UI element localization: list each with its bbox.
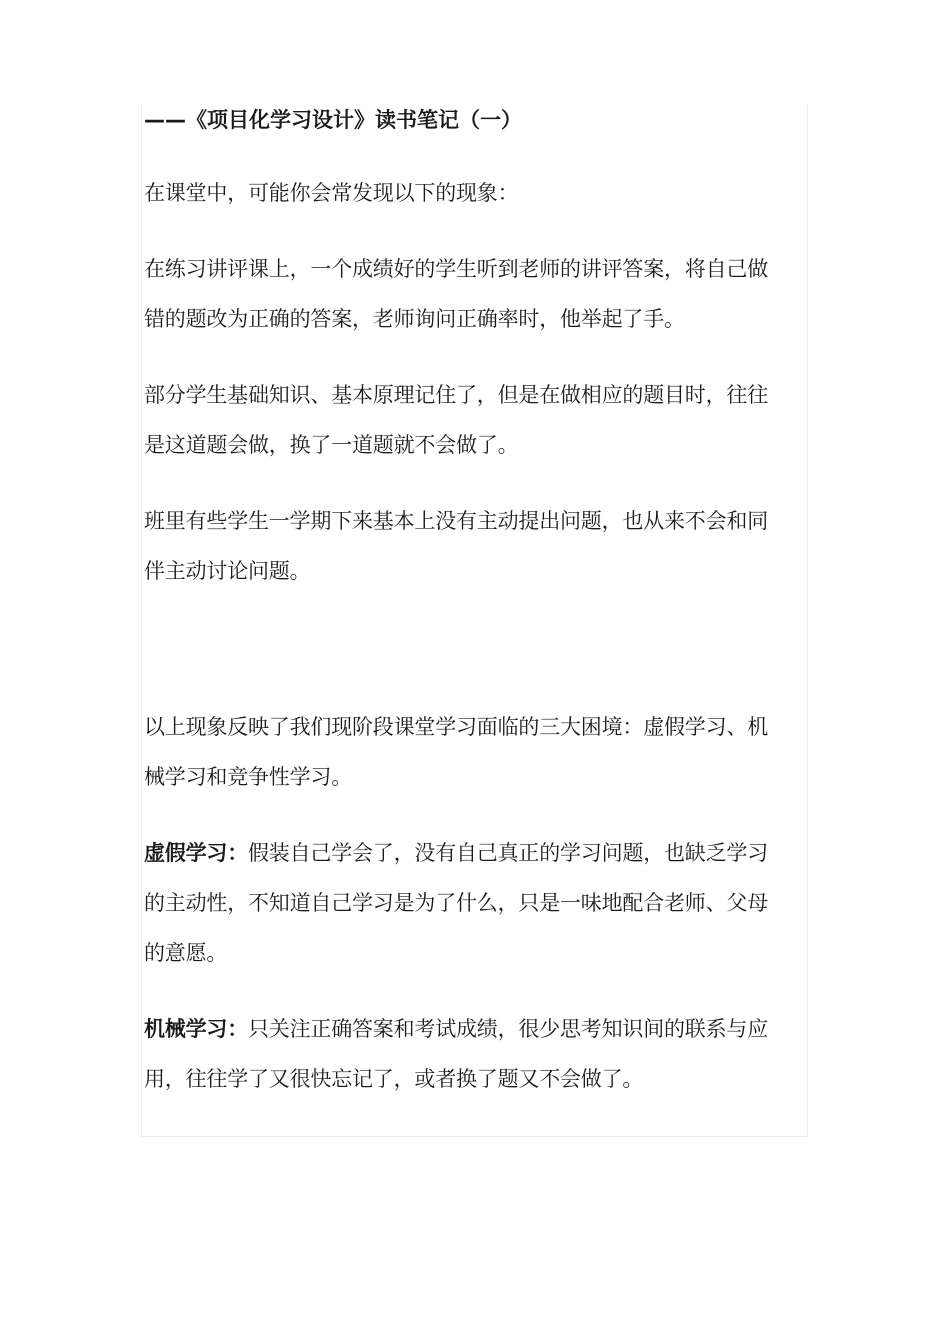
paragraph-line: 械学习和竞争性学习。 <box>144 765 352 789</box>
spacer <box>144 470 844 496</box>
phenomenon-paragraph-3 <box>144 496 844 596</box>
phenomenon-paragraph-1 <box>144 244 844 344</box>
paragraph-line: 部分学生基础知识、基本原理记住了，但是在做相应的题目时，往往 <box>144 383 768 407</box>
false-learning-paragraph <box>144 828 844 978</box>
mechanical-learning-text: 只关注正确答案和考试成绩，很少思考知识间的联系与应 <box>248 1017 768 1041</box>
spacer <box>144 344 844 370</box>
mechanical-learning-paragraph <box>144 1004 844 1104</box>
paragraph-line: 的意愿。 <box>144 941 228 965</box>
false-learning-term: 虚假学习： <box>144 841 248 865</box>
paragraph-line: 班里有些学生一学期下来基本上没有主动提出问题，也从来不会和同 <box>144 509 768 533</box>
intro-paragraph: 在课堂中，可能你会常发现以下的现象： <box>144 181 519 205</box>
document-title: ——《项目化学习设计》读书笔记（一） <box>144 108 522 132</box>
paragraph-line: 以上现象反映了我们现阶段课堂学习面临的三大困境：虚假学习、机 <box>144 715 768 739</box>
spacer <box>144 218 844 244</box>
paragraph-line: 伴主动讨论问题。 <box>144 559 311 583</box>
paragraph-line: 是这道题会做，换了一道题就不会做了。 <box>144 433 519 457</box>
false-learning-text: 假装自己学会了，没有自己真正的学习问题，也缺乏学习 <box>248 841 768 865</box>
mechanical-learning-term: 机械学习： <box>144 1017 248 1041</box>
paragraph-line: 的主动性，不知道自己学习是为了什么，只是一味地配合老师、父母 <box>144 891 768 915</box>
spacer <box>144 140 844 168</box>
paragraph-line <box>144 828 844 878</box>
phenomenon-paragraph-2 <box>144 370 844 470</box>
spacer <box>144 596 844 702</box>
paragraph-line: 用，往往学了又很快忘记了，或者换了题又不会做了。 <box>144 1067 644 1091</box>
spacer <box>144 802 844 828</box>
paragraph-line <box>144 1004 844 1054</box>
paragraph-line: 错的题改为正确的答案，老师询问正确率时，他举起了手。 <box>144 307 685 331</box>
summary-paragraph <box>144 702 844 802</box>
paragraph-line: 在练习讲评课上，一个成绩好的学生听到老师的讲评答案，将自己做 <box>144 257 768 281</box>
document-body <box>144 100 844 1104</box>
spacer <box>144 978 844 1004</box>
